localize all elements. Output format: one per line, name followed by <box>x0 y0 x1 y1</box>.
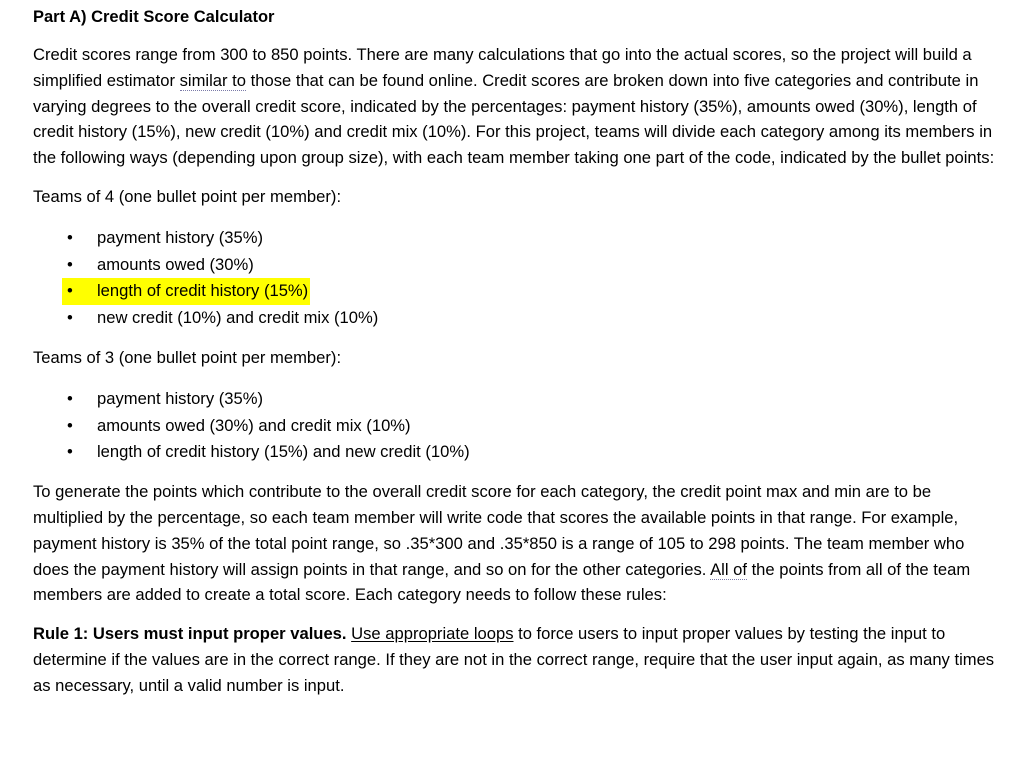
teams-of-3-list <box>33 386 996 466</box>
generate-text-1: To generate the points which contribute to the overall credit score for each category, the credit point max and min are to be multiplied by the percentage, so each team member will write code that scores the available points in that range. For example, payment history is 35% of the total point range, so .35*300 and .35*850 is a range of 105 to 298 points. The team member who does the payment history will assign points in that range, and so on for the other categories. <box>33 482 965 579</box>
bullet-icon: • <box>67 388 73 408</box>
bullet-icon: • <box>67 442 73 462</box>
list-item <box>64 413 996 440</box>
generate-points-paragraph <box>33 479 996 608</box>
bullet-icon: • <box>67 227 73 247</box>
teams-of-3-label: Teams of 3 (one bullet point per member): <box>33 347 342 367</box>
list-item <box>64 439 996 466</box>
list-item-text: amounts owed (30%) <box>97 254 254 274</box>
list-item-text: payment history (35%) <box>97 227 264 247</box>
list-item <box>64 252 996 279</box>
bullet-icon: • <box>67 415 73 435</box>
teams-of-4-label: Teams of 4 (one bullet point per member): <box>33 186 342 206</box>
bullet-icon: • <box>67 308 73 328</box>
list-item-highlighted <box>64 278 996 305</box>
bullet-icon: • <box>67 281 73 301</box>
similar-to-comment-mark[interactable]: similar to <box>179 70 247 90</box>
list-item-text: length of credit history (15%) and new credit (10%) <box>97 442 470 462</box>
rule-1-paragraph <box>33 621 996 698</box>
all-of-comment-mark[interactable]: All of <box>710 559 747 579</box>
highlighted-text: length of credit history (15%) <box>62 278 310 305</box>
list-item-text: new credit (10%) and credit mix (10%) <box>97 308 379 328</box>
list-item-text: amounts owed (30%) and credit mix (10%) <box>97 415 411 435</box>
list-item <box>64 386 996 413</box>
rule-1-label: Rule 1: Users must input proper values. <box>33 624 347 644</box>
list-item-text: payment history (35%) <box>97 388 264 408</box>
generate-text-2: the points from all of the team members are added to create a total score. Each category needs to follow these rules: <box>33 559 971 605</box>
list-item <box>64 305 996 332</box>
intro-paragraph <box>33 42 996 171</box>
appropriate-loops-link[interactable]: Use appropriate loops <box>351 624 514 644</box>
bullet-icon: • <box>67 254 73 274</box>
teams-of-4-list <box>33 225 996 332</box>
intro-text-2: those that can be found online. Credit scores are broken down into five categories and contribute in varying degrees to the overall credit score, indicated by the percentages: payment history (35%), amounts owed (30%), length of credit history (15%), new credit (10%) and credit mix (10%). For this project, teams will divide each category among its members in the following ways (depending upon group size), with each team member taking one part of the code, indicated by the bullet points: <box>33 70 995 168</box>
list-item <box>64 225 996 252</box>
rule-1-text: to force users to input proper values by testing the input to determine if the values are in the correct range. If they are not in the correct range, require that the user input again, as many times as necessary, until a valid number is input. <box>33 624 995 695</box>
section-heading: Part A) Credit Score Calculator <box>33 8 275 26</box>
intro-text-1: Credit scores range from 300 to 850 points. There are many calculations that go into the actual scores, so the project will build a simplified estimator <box>33 45 972 90</box>
